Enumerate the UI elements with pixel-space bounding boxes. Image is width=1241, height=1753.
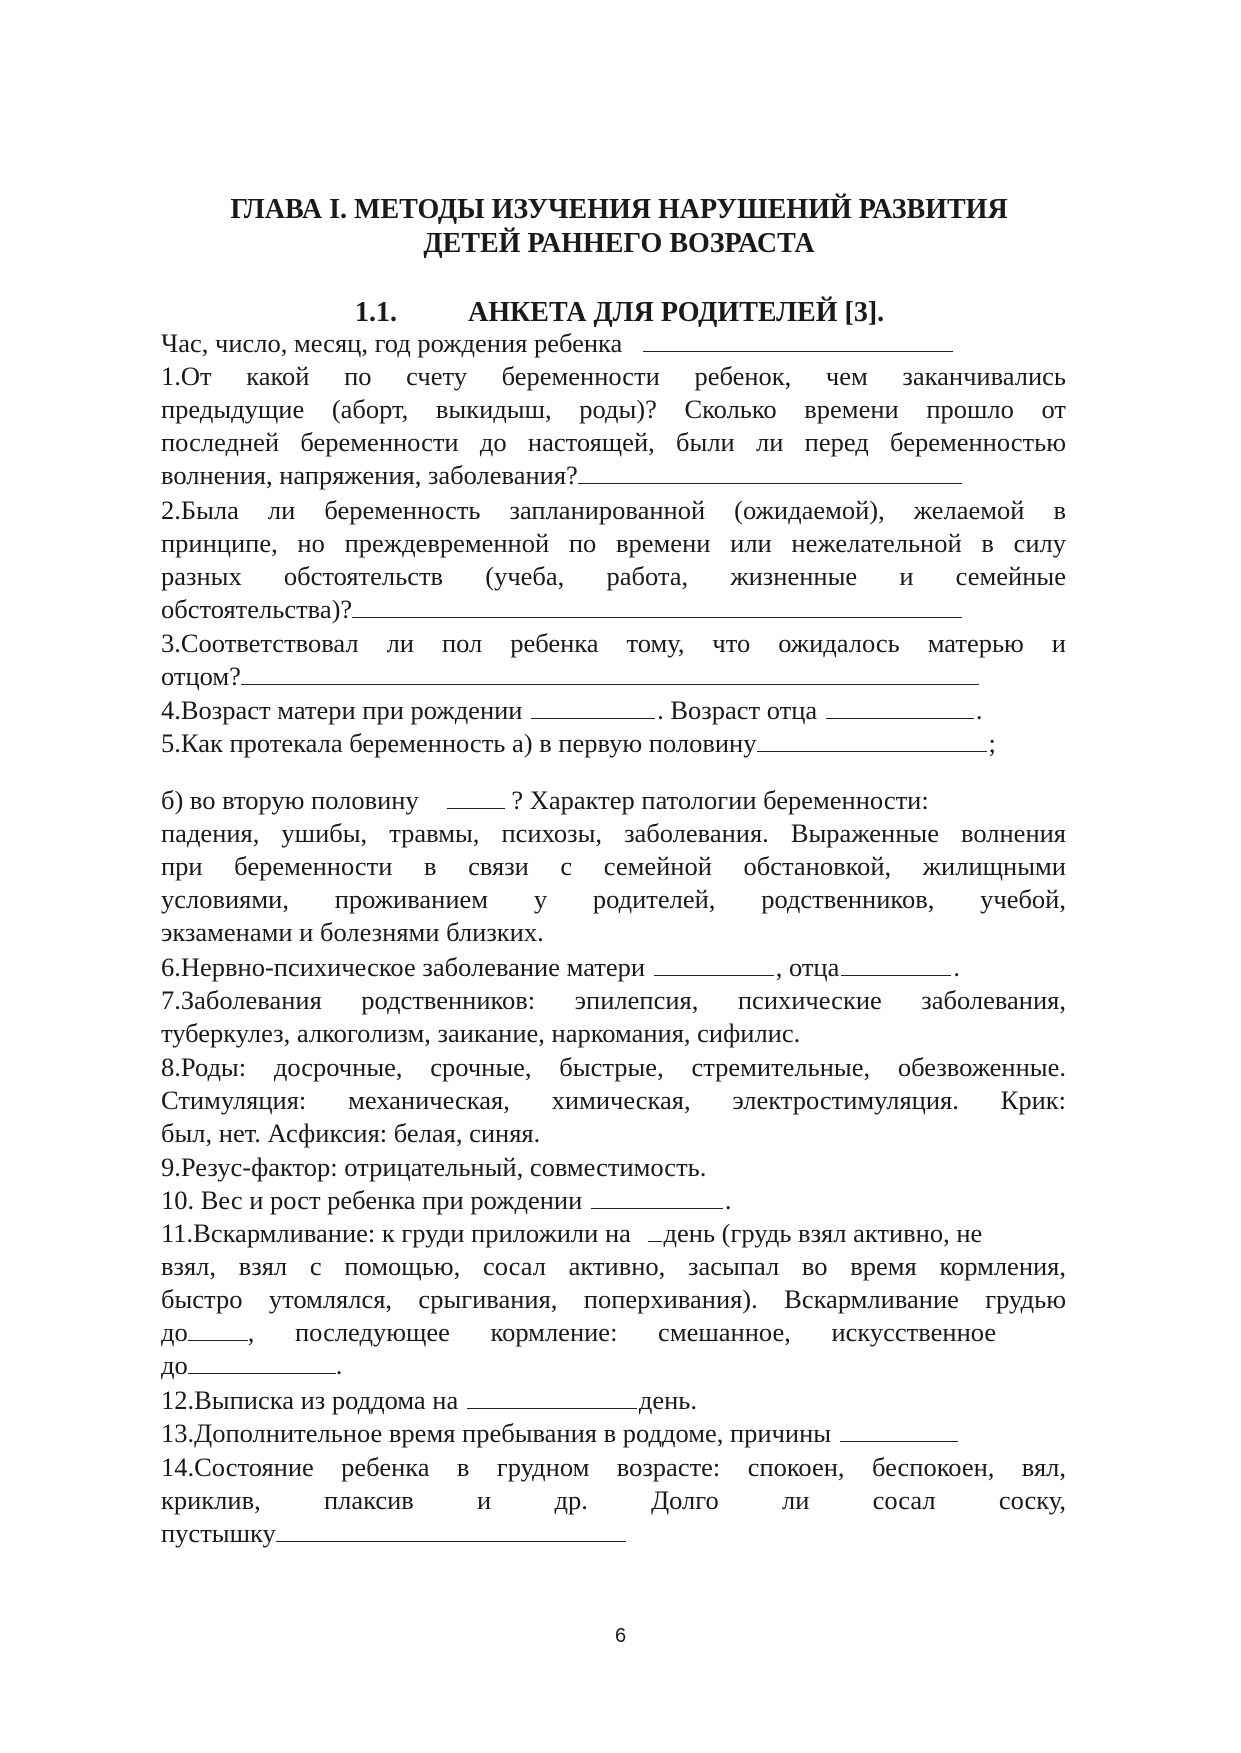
q8-line-1: 8.Роды: досрочные, срочные, быстрые, стремительные, обезвоженные. bbox=[161, 1052, 1066, 1082]
q3-line-1: 3.Соответствовал ли пол ребенка тому, что ожидалось матерью и bbox=[161, 628, 1066, 658]
q12-line bbox=[161, 1384, 1066, 1417]
q6-end: . bbox=[953, 952, 961, 982]
q14-blank[interactable] bbox=[276, 1517, 626, 1542]
q2-line-4 bbox=[161, 593, 1066, 626]
birth-date-line bbox=[161, 327, 1066, 360]
q6-father-label: , отца bbox=[775, 952, 840, 982]
q14-line-1: 14.Состояние ребенка в грудном возрасте: спокоен, беспокоен, вял, bbox=[161, 1452, 1066, 1482]
q2-line-3: разных обстоятельств (учеба, работа, жизненные и семейные bbox=[161, 561, 1066, 591]
q5-line-4: при беременности в связи с семейной обстановкой, жилищными bbox=[161, 851, 1066, 881]
q13-line bbox=[161, 1417, 1066, 1450]
q11-line-3: быстро утомлялся, срыгивания, поперхивания). Вскармливание грудью bbox=[161, 1284, 1066, 1314]
section-number: 1.1. bbox=[355, 297, 397, 328]
chapter-title bbox=[160, 193, 1078, 261]
q10-blank[interactable] bbox=[591, 1184, 723, 1209]
q12-end: день. bbox=[638, 1385, 697, 1415]
q3-line-2-text: отцом? bbox=[161, 661, 241, 691]
q10-end: . bbox=[724, 1185, 732, 1215]
q5-line-3: падения, ушибы, травмы, психозы, заболевания. Выраженные волнения bbox=[161, 818, 1066, 848]
q11-artificial-blank[interactable] bbox=[188, 1349, 336, 1374]
q4-mother-age-label: 4.Возраст матери при рождении bbox=[161, 695, 523, 725]
q11-line-5a: до bbox=[161, 1350, 188, 1380]
q5-second-half-blank[interactable] bbox=[447, 784, 505, 809]
q11-breastfeeding-blank[interactable] bbox=[188, 1316, 248, 1341]
q14-line-3-text: пустышку bbox=[161, 1518, 276, 1548]
q4-mother-age-blank[interactable] bbox=[531, 694, 655, 719]
q4-father-age-blank[interactable] bbox=[826, 694, 974, 719]
q11-line-5 bbox=[161, 1349, 1066, 1382]
q11-line-2: взял, взял с помощью, сосал активно, засыпал во время кормления, bbox=[161, 1251, 1066, 1281]
q5-line-1-end: ; bbox=[988, 728, 996, 758]
q14-line-2: криклив, плаксив и др. Долго ли сосал соску, bbox=[161, 1485, 1066, 1515]
q2-line-2: принципе, но преждевременной по времени или нежелательной в силу bbox=[161, 528, 1066, 558]
q6-father-blank[interactable] bbox=[841, 951, 951, 976]
q1-answer-blank[interactable] bbox=[578, 459, 962, 484]
q11-line-4a: до bbox=[161, 1317, 188, 1347]
q9-line: 9.Резус-фактор: отрицательный, совместимость. bbox=[161, 1152, 707, 1182]
q4-end: . bbox=[975, 695, 983, 725]
q11-line-4b: , последующее кормление: смешанное, искусственное bbox=[247, 1317, 997, 1347]
birth-date-blank[interactable] bbox=[643, 327, 953, 352]
q2-answer-blank[interactable] bbox=[352, 593, 962, 618]
q4-father-age-label: . Возраст отца bbox=[657, 695, 818, 725]
q4-line bbox=[161, 694, 1066, 727]
q5-line-6: экзаменами и болезнями близких. bbox=[161, 917, 544, 947]
q3-answer-blank[interactable] bbox=[241, 660, 979, 685]
section-heading bbox=[160, 295, 1078, 331]
q10-line bbox=[161, 1184, 1066, 1217]
q7-line-2: туберкулез, алкоголизм, заикание, наркомания, сифилис. bbox=[161, 1018, 801, 1048]
q1-line-1: 1.От какой по счету беременности ребенок, чем заканчивались bbox=[161, 361, 1066, 391]
q5-first-half-blank[interactable] bbox=[757, 727, 987, 752]
q1-line-3: последней беременности до настоящей, были ли перед беременностью bbox=[161, 427, 1066, 457]
q6-line bbox=[161, 951, 1066, 984]
q1-line-4 bbox=[161, 459, 1066, 492]
q12-blank[interactable] bbox=[467, 1384, 637, 1409]
chapter-title-line-2: ДЕТЕЙ РАННЕГО ВОЗРАСТА bbox=[423, 228, 815, 259]
q13-blank[interactable] bbox=[840, 1417, 958, 1442]
q5-line-5: условиями, проживанием у родителей, родственников, учебой, bbox=[161, 884, 1066, 914]
q5-line-2a: б) во вторую половину bbox=[161, 785, 419, 815]
q6-mother-label: 6.Нервно-психическое заболевание матери bbox=[161, 952, 646, 982]
q7-line-1: 7.Заболевания родственников: эпилепсия, психические заболевания, bbox=[161, 985, 1066, 1015]
q12-text: 12.Выписка из роддома на bbox=[161, 1385, 459, 1415]
q11-line-4 bbox=[161, 1316, 1066, 1349]
q1-line-2: предыдущие (аборт, выкидыш, роды)? Сколько времени прошло от bbox=[161, 394, 1066, 424]
q1-line-4-text: волнения, напряжения, заболевания? bbox=[161, 460, 578, 490]
q5-line-1-text: 5.Как протекала беременность а) в первую половину bbox=[161, 728, 757, 758]
q14-line-3 bbox=[161, 1517, 1066, 1550]
q11-line-1b: день (грудь взял активно, не bbox=[663, 1218, 983, 1248]
q11-line-1a: 11.Вскармливание: к груди приложили на bbox=[161, 1218, 631, 1248]
q2-line-4-text: обстоятельства)? bbox=[161, 594, 353, 624]
q8-line-3: был, нет. Асфиксия: белая, синяя. bbox=[161, 1118, 541, 1148]
q2-line-1: 2.Была ли беременность запланированной (ожидаемой), желаемой в bbox=[161, 495, 1066, 525]
q13-text: 13.Дополнительное время пребывания в роддоме, причины bbox=[161, 1418, 832, 1448]
q11-day-blank[interactable] bbox=[648, 1217, 662, 1242]
section-title: АНКЕТА ДЛЯ РОДИТЕЛЕЙ [3]. bbox=[468, 297, 885, 328]
q5-line-1 bbox=[161, 727, 1066, 760]
q11-line-5-end: . bbox=[335, 1350, 343, 1380]
q3-line-2 bbox=[161, 660, 1066, 693]
q10-text: 10. Вес и рост ребенка при рождении bbox=[161, 1185, 583, 1215]
birth-date-label: Час, число, месяц, год рождения ребенка bbox=[161, 328, 623, 358]
chapter-title-line-1: ГЛАВА I. МЕТОДЫ ИЗУЧЕНИЯ НАРУШЕНИЙ РАЗВИТИЯ bbox=[230, 194, 1008, 225]
q6-mother-blank[interactable] bbox=[654, 951, 774, 976]
q11-line-1 bbox=[161, 1217, 1066, 1250]
q5-line-2b: ? Характер патологии беременности: bbox=[511, 785, 929, 815]
page-number: 6 bbox=[614, 1625, 627, 1647]
q8-line-2: Стимуляция: механическая, химическая, электростимуляция. Крик: bbox=[161, 1085, 1066, 1115]
q5-line-2 bbox=[161, 784, 1066, 817]
